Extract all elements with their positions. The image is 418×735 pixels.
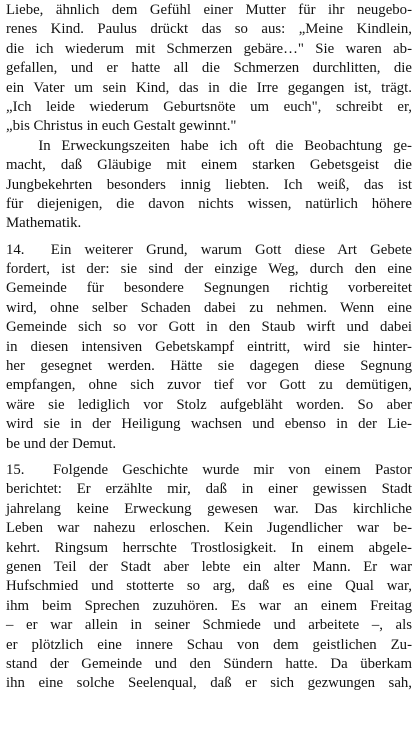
text-line: Hufschmied und stotterte so arg, daß es eine Qual war, <box>6 578 412 595</box>
text-line: wird sie in der Heiligung wachsen und ebenso in der Lie- <box>6 416 412 433</box>
text-line: – er war allein in seiner Schmiede und arbeitete –, als <box>6 617 412 634</box>
paragraph-gap <box>6 454 412 461</box>
text-line: genen Teil der Stadt aber lebte ein alter Mann. Er war <box>6 558 412 575</box>
text-line: in diesen intensiven Gebetskampf eintritt, wird sie hinter- <box>6 338 412 355</box>
text-line: gefallen, und er hatte all die Schmerzen durchlitten, die <box>6 60 412 77</box>
text-line: be und der Demut. <box>6 435 117 452</box>
text-line: her gesegnet werden. Hätte sie dagegen diese Segnung <box>6 358 412 375</box>
text-line: 14. Ein weiterer Grund, warum Gott diese Art Gebete <box>6 241 412 258</box>
text-line: kehrt. Ringsum herrschte Trostlosigkeit. In einem abgele- <box>6 539 412 556</box>
book-page <box>6 1 412 694</box>
text-line: für diejenigen, die davon nichts wissen, natürlich höhere <box>6 195 412 212</box>
text-line: Leben war nahezu erloschen. Kein Jugendlicher war be- <box>6 520 412 537</box>
paragraph-mother-love <box>6 1 412 137</box>
text-line: In Erweckungszeiten habe ich oft die Beobachtung ge- <box>6 137 412 154</box>
text-line: ein Vater um sein Kind, das in die Irre gegangen ist, trägt. <box>6 79 412 96</box>
text-line: wäre sie lediglich vor Stolz aufgebläht worden. So aber <box>6 396 412 413</box>
text-line: die ich wiederum mit Schmerzen gebäre…" Sie waren ab- <box>6 40 412 57</box>
text-line: wird, ohne selber Schaden dabei zu nehmen. Wenn eine <box>6 299 412 316</box>
text-line: „Ich leide wiederum Geburtsnöte um euch", schreibt er, <box>6 98 412 115</box>
paragraph-revival-times <box>6 137 412 234</box>
text-line: empfangen, ohne sich zuvor tief vor Gott zu demütigen, <box>6 377 412 394</box>
text-line: Liebe, ähnlich dem Gefühl einer Mutter für ihr neugebo- <box>6 2 412 18</box>
text-line: macht, daß Gläubige mit einem starken Gebetsgeist die <box>6 157 412 174</box>
text-line: ihm beim Sprechen zuzuhören. Es war an einem Freitag <box>6 597 412 614</box>
text-line: 15. Folgende Geschichte wurde mir von einem Pastor <box>6 461 412 478</box>
text-line: renes Kind. Paulus drückt das so aus: „Meine Kindlein, <box>6 21 412 38</box>
text-line: Gemeinde für besondere Segnungen richtig vorbereitet <box>6 280 412 297</box>
text-line: „bis Christus in euch Gestalt gewinnt." <box>6 118 237 135</box>
text-line: er plötzlich eine innere Schau von dem geistlichen Zu- <box>6 636 412 653</box>
text-line: jahrelang keine Erweckung gewesen war. Das kirchliche <box>6 500 412 517</box>
paragraph-gap <box>6 234 412 241</box>
text-line: stand der Gemeinde und den Sündern hatte. Da überkam <box>6 655 412 672</box>
text-line: Mathematik. <box>6 215 82 232</box>
text-line: fordert, ist der: sie sind der einzige Weg, durch den eine <box>6 261 412 278</box>
text-line: Gemeinde sich so vor Gott in den Staub wirft und dabei <box>6 319 412 336</box>
text-line: berichtet: Er erzählte mir, daß in einer gewissen Stadt <box>6 481 412 498</box>
text-line: ihn eine solche Seelenqual, daß er sich gezwungen sah, <box>6 675 412 692</box>
paragraph-section-14 <box>6 241 412 454</box>
text-line: Jungbekehrten besonders innig liebten. Ich weiß, das ist <box>6 176 412 193</box>
paragraph-section-15 <box>6 461 412 694</box>
